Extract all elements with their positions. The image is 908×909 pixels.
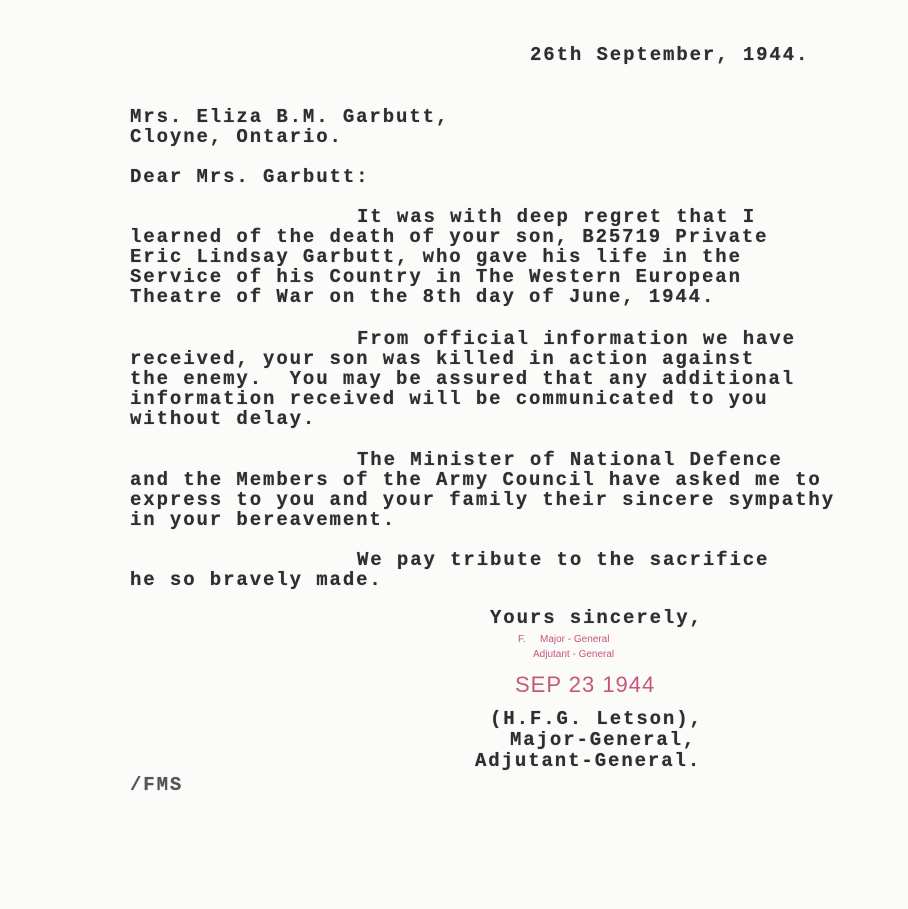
salutation: Dear Mrs. Garbutt: [130,166,370,188]
stamp-initial: F. [518,634,526,645]
paragraph-line: The Minister of National Defence [357,449,783,471]
recipient-address: Cloyne, Ontario. [130,126,343,148]
paragraph-line: express to you and your family their sincere sympathy [130,489,835,511]
paragraph-line: in your bereavement. [130,509,397,531]
paragraph-line: information received will be communicated to you [130,388,769,410]
signature-title: Adjutant-General. [475,750,702,772]
paragraph-line: We pay tribute to the sacrifice [357,549,770,571]
stamp-line2: Adjutant - General [533,649,615,660]
stamp-line1: Major - General [540,634,610,645]
typist-reference: /FMS [130,774,184,796]
paragraph-line: and the Members of the Army Council have asked me to [130,469,822,491]
signature-rank: Major-General, [510,729,697,751]
closing: Yours sincerely, [490,607,703,629]
recipient-name: Mrs. Eliza B.M. Garbutt, [130,106,450,128]
letter-date: 26th September, 1944. [530,44,810,66]
paragraph-line: From official information we have [357,328,796,350]
signature-name: (H.F.G. Letson), [490,708,703,730]
paragraph-line: Eric Lindsay Garbutt, who gave his life in the [130,246,742,268]
paragraph-line: It was with deep regret that I [357,206,757,228]
paragraph-line: the enemy. You may be assured that any additional [130,368,796,390]
paragraph-line: without delay. [130,408,317,430]
paragraph-line: Theatre of War on the 8th day of June, 1944. [130,286,716,308]
stamp-date: SEP 23 1944 [515,672,656,697]
paragraph-line: he so bravely made. [130,569,383,591]
paragraph-line: learned of the death of your son, B25719 Private [130,226,769,248]
paragraph-line: received, your son was killed in action against [130,348,756,370]
paragraph-line: Service of his Country in The Western European [130,266,742,288]
